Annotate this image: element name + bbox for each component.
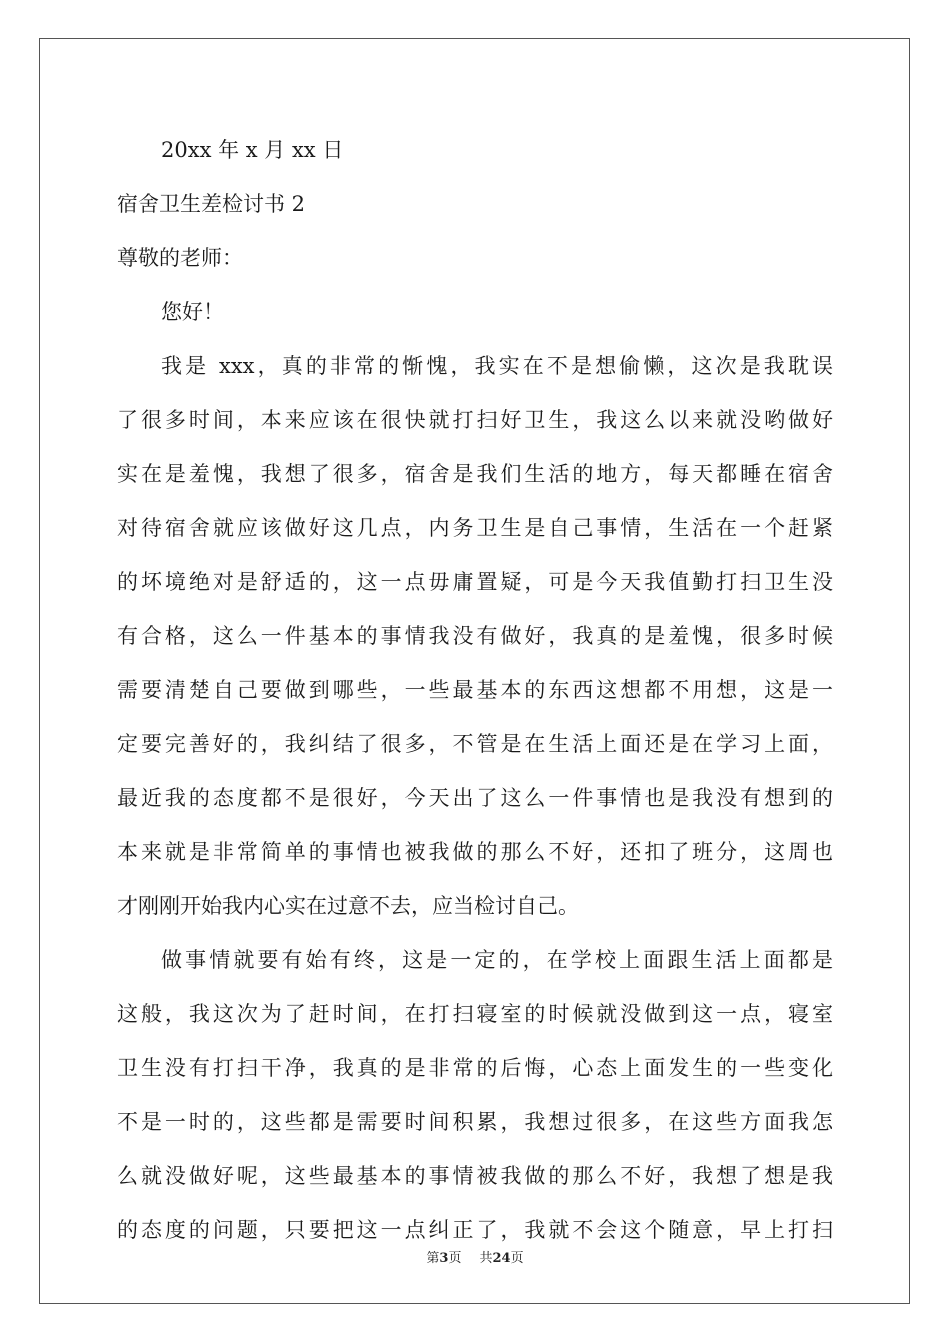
paragraph-line: 最近我的态度都不是很好，今天出了这么一件事情也是我没有想到的 [117, 786, 833, 810]
page-total [479, 1247, 523, 1266]
paragraph-2 [117, 942, 833, 1266]
total-pages: 24 [492, 1251, 511, 1266]
paragraph-line: 本来就是非常简单的事情也被我做的那么不好，还扣了班分，这周也 [117, 840, 833, 864]
greeting: 您好！ [161, 300, 224, 324]
page-footer [0, 1247, 950, 1266]
paragraph-line: 需要清楚自己要做到哪些，一些最基本的东西这想都不用想，这是一 [117, 678, 833, 702]
current-page: 3 [439, 1251, 449, 1266]
page-suffix: 页 [448, 1251, 462, 1266]
paragraph-line: 卫生没有打扫干净，我真的是非常的后悔，心态上面发生的一些变化 [117, 1056, 833, 1080]
paragraph-line: 有合格，这么一件基本的事情我没有做好，我真的是羞愧，很多时候 [117, 624, 833, 648]
page-prefix: 第 [426, 1251, 440, 1266]
paragraph-line: 对待宿舍就应该做好这几点，内务卫生是自己事情，生活在一个赶紧 [117, 516, 833, 540]
total-prefix: 共 [479, 1251, 493, 1266]
document-body [117, 132, 833, 1266]
salutation: 尊敬的老师： [117, 246, 243, 270]
paragraph-line: 的坏境绝对是舒适的，这一点毋庸置疑，可是今天我值勤打扫卫生没 [117, 570, 833, 594]
document-title: 宿舍卫生差检讨书 2 [117, 192, 306, 216]
paragraph-line: 做事情就要有始有终，这是一定的，在学校上面跟生活上面都是 [161, 948, 833, 972]
paragraph-line: 才刚刚开始我内心实在过意不去，应当检讨自己。 [117, 894, 579, 918]
paragraph-line: 么就没做好呢，这些最基本的事情被我做的那么不好，我想了想是我 [117, 1164, 833, 1188]
paragraph-line: 了很多时间，本来应该在很快就打扫好卫生，我这么以来就没哟做好 [117, 408, 833, 432]
paragraph-line: 实在是羞愧，我想了很多，宿舍是我们生活的地方，每天都睡在宿舍 [117, 462, 833, 486]
paragraph-1 [117, 348, 833, 942]
date-line: 20xx 年 x 月 xx 日 [161, 138, 344, 162]
paragraph-line: 定要完善好的，我纠结了很多，不管是在生活上面还是在学习上面， [117, 732, 833, 756]
paragraph-line: 不是一时的，这些都是需要时间积累，我想过很多，在这些方面我怎 [117, 1110, 833, 1134]
paragraph-line: 的态度的问题，只要把这一点纠正了，我就不会这个随意，早上打扫 [117, 1218, 833, 1242]
total-suffix: 页 [510, 1251, 524, 1266]
paragraph-line: 我是 xxx，真的非常的惭愧，我实在不是想偷懒，这次是我耽误 [161, 354, 833, 378]
page-number [426, 1247, 461, 1266]
paragraph-line: 这般，我这次为了赶时间，在打扫寝室的时候就没做到这一点，寝室 [117, 1002, 833, 1026]
